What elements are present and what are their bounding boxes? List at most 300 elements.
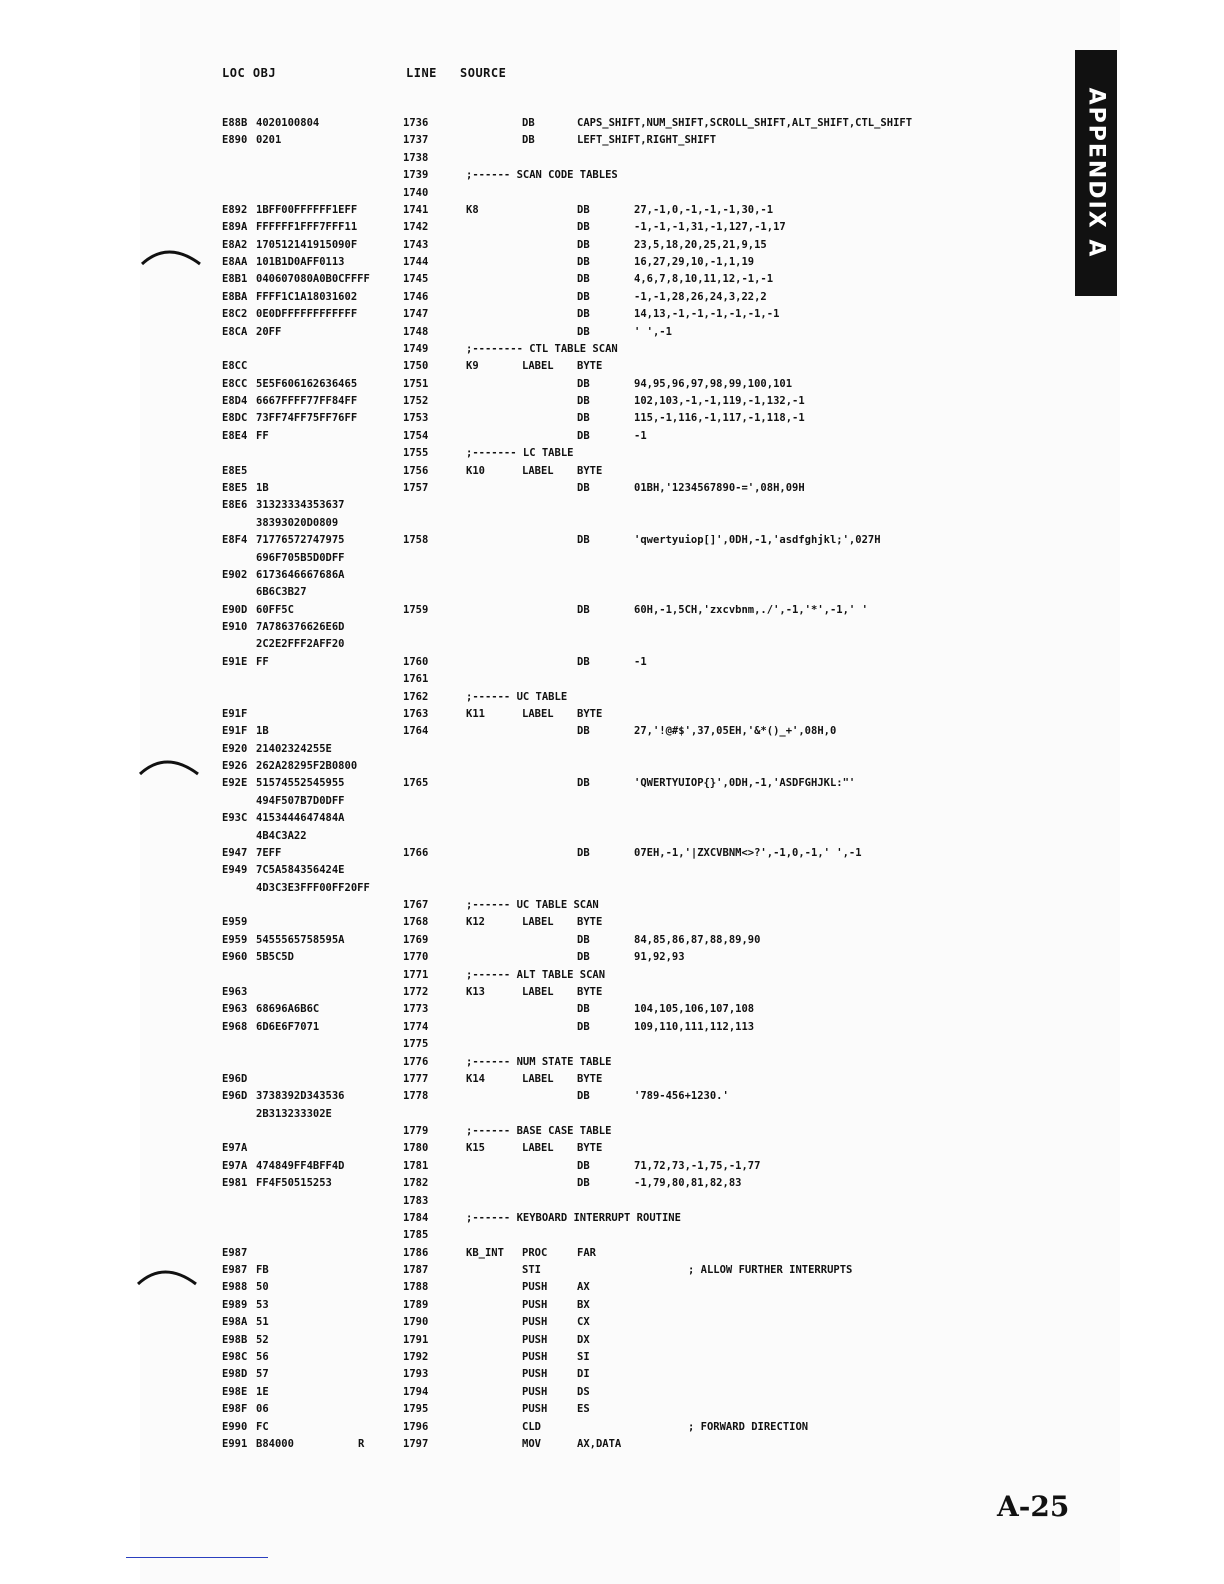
object-code: 56 bbox=[256, 1350, 269, 1363]
loc-address: E910 bbox=[222, 621, 248, 634]
listing-row bbox=[0, 326, 1224, 343]
source-operand: CAPS_SHIFT,NUM_SHIFT,SCROLL_SHIFT,ALT_SHIFT,CTL_SHIFT bbox=[577, 117, 913, 129]
loc-address: E8E4 bbox=[222, 429, 248, 442]
source-values: 91,92,93 bbox=[634, 951, 685, 964]
source-operand: AX,DATA bbox=[577, 1437, 622, 1450]
object-code: 3738392D343536 bbox=[256, 1090, 345, 1103]
listing-row bbox=[0, 777, 1224, 794]
line-number: 1797 bbox=[403, 1437, 429, 1450]
loc-address: E8A2 bbox=[222, 238, 248, 251]
listing-row bbox=[0, 1195, 1224, 1212]
source-operand: ES bbox=[577, 1403, 590, 1416]
listing-row bbox=[0, 604, 1224, 621]
line-number: 1794 bbox=[403, 1385, 429, 1398]
source-values: 'qwertyuiop[]',0DH,-1,'asdfghjkl;',027H bbox=[634, 534, 881, 547]
loc-address: E988 bbox=[222, 1281, 248, 1294]
object-code: 31323334353637 bbox=[256, 499, 345, 512]
source-operand: DB bbox=[577, 256, 590, 269]
source-operand: DB bbox=[577, 429, 590, 442]
line-number: 1762 bbox=[403, 690, 429, 703]
loc-address: E8D4 bbox=[222, 395, 248, 408]
source-operand: DB bbox=[577, 1177, 590, 1190]
source-operand: DB bbox=[577, 395, 590, 408]
source-operand: DB bbox=[577, 534, 590, 547]
listing-row bbox=[0, 517, 1224, 534]
loc-address: E959 bbox=[222, 916, 248, 929]
source-label: K8 bbox=[466, 203, 479, 216]
source-operand: BYTE bbox=[577, 916, 603, 929]
line-number: 1768 bbox=[403, 916, 429, 929]
object-code: 38393020D0809 bbox=[256, 516, 339, 529]
source-values: -1,-1,-1,31,-1,127,-1,17 bbox=[634, 221, 786, 234]
source-label: K9 bbox=[466, 360, 479, 373]
source-operand: DB bbox=[577, 377, 590, 390]
source-values: 07EH,-1,'|ZXCVBNM<>?',-1,0,-1,' ',-1 bbox=[634, 846, 862, 859]
listing-row bbox=[0, 1334, 1224, 1351]
source-label: ;------ UC TABLE SCAN bbox=[466, 899, 599, 912]
listing-row bbox=[0, 882, 1224, 899]
loc-address: E8C2 bbox=[222, 308, 248, 321]
loc-address: E98E bbox=[222, 1385, 248, 1398]
loc-address: E98A bbox=[222, 1316, 248, 1329]
line-number: 1754 bbox=[403, 429, 429, 442]
source-operand: DB bbox=[577, 951, 590, 964]
source-mnemonic: PUSH bbox=[522, 1350, 548, 1363]
line-number: 1789 bbox=[403, 1298, 429, 1311]
object-code: 57 bbox=[256, 1368, 269, 1381]
object-code: 51 bbox=[256, 1316, 269, 1329]
header-loc-obj: LOC OBJ bbox=[222, 66, 277, 80]
listing-row bbox=[0, 1247, 1224, 1264]
loc-address: E8CC bbox=[222, 377, 248, 390]
source-label: ;------ BASE CASE TABLE bbox=[466, 1125, 612, 1138]
source-values: 115,-1,116,-1,117,-1,118,-1 bbox=[634, 412, 805, 425]
line-number: 1756 bbox=[403, 464, 429, 477]
line-number: 1774 bbox=[403, 1020, 429, 1033]
source-values: 23,5,18,20,25,21,9,15 bbox=[634, 238, 767, 251]
listing-row bbox=[0, 1038, 1224, 1055]
listing-row bbox=[0, 708, 1224, 725]
line-number: 1788 bbox=[403, 1281, 429, 1294]
object-code: 1E bbox=[256, 1385, 269, 1398]
source-operand: BYTE bbox=[577, 360, 603, 373]
object-code: 20FF bbox=[256, 325, 282, 338]
object-code: FFFFFF1FFF7FFF11 bbox=[256, 221, 358, 234]
loc-address: E968 bbox=[222, 1020, 248, 1033]
line-number: 1766 bbox=[403, 846, 429, 859]
loc-address: E892 bbox=[222, 203, 248, 216]
source-operand: BYTE bbox=[577, 986, 603, 998]
source-operand: DB bbox=[577, 933, 590, 946]
listing-row bbox=[0, 1421, 1224, 1438]
listing-row bbox=[0, 1368, 1224, 1385]
object-code: 6D6E6F7071 bbox=[256, 1020, 320, 1033]
listing-row bbox=[0, 725, 1224, 742]
object-code: 6B6C3B27 bbox=[256, 586, 307, 599]
listing-row bbox=[0, 134, 1224, 151]
listing-row bbox=[0, 1142, 1224, 1159]
line-number: 1749 bbox=[403, 342, 429, 355]
object-code: B84000 bbox=[256, 1437, 294, 1450]
source-values: -1 bbox=[634, 429, 647, 442]
loc-address: E8AA bbox=[222, 256, 248, 269]
loc-address: E959 bbox=[222, 933, 248, 946]
page-number: A-25 bbox=[997, 1490, 1070, 1523]
object-code: 7EFF bbox=[256, 846, 282, 859]
listing-row bbox=[0, 1403, 1224, 1420]
source-mnemonic: MOV bbox=[522, 1437, 541, 1450]
listing-row bbox=[0, 169, 1224, 186]
source-label: ;------ UC TABLE bbox=[466, 690, 568, 703]
loc-address: E989 bbox=[222, 1298, 248, 1311]
line-number: 1782 bbox=[403, 1177, 429, 1190]
source-operand: BYTE bbox=[577, 1142, 603, 1155]
listing-row bbox=[0, 638, 1224, 655]
source-mnemonic: CLD bbox=[522, 1420, 541, 1433]
loc-address: E963 bbox=[222, 986, 248, 998]
source-operand: DB bbox=[577, 1003, 590, 1016]
loc-address: E981 bbox=[222, 1177, 248, 1190]
source-operand: DB bbox=[577, 725, 590, 738]
listing-row bbox=[0, 430, 1224, 447]
loc-address: E947 bbox=[222, 846, 248, 859]
source-operand: DB bbox=[577, 308, 590, 321]
source-operand: DB bbox=[577, 1020, 590, 1033]
listing-row bbox=[0, 1299, 1224, 1316]
line-number: 1741 bbox=[403, 203, 429, 216]
listing-row bbox=[0, 1160, 1224, 1177]
line-number: 1771 bbox=[403, 968, 429, 981]
loc-address: E8E6 bbox=[222, 499, 248, 512]
listing-row bbox=[0, 691, 1224, 708]
object-code: 4D3C3E3FFF00FF20FF bbox=[256, 881, 370, 894]
source-mnemonic: STI bbox=[522, 1264, 541, 1277]
listing-row bbox=[0, 847, 1224, 864]
listing-row bbox=[0, 360, 1224, 377]
loc-address: E97A bbox=[222, 1159, 248, 1172]
loc-address: E8E5 bbox=[222, 464, 248, 477]
object-code: 2C2E2FFF2AFF20 bbox=[256, 638, 345, 651]
listing-row bbox=[0, 1264, 1224, 1281]
line-number: 1750 bbox=[403, 360, 429, 373]
source-values: 84,85,86,87,88,89,90 bbox=[634, 933, 761, 946]
source-label: K11 bbox=[466, 707, 485, 720]
listing-row bbox=[0, 534, 1224, 551]
line-number: 1776 bbox=[403, 1055, 429, 1068]
source-operand: DB bbox=[577, 203, 590, 216]
loc-address: E8CA bbox=[222, 325, 248, 338]
source-comment: ; ALLOW FURTHER INTERRUPTS bbox=[688, 1264, 853, 1277]
listing-row bbox=[0, 586, 1224, 603]
loc-address: E91E bbox=[222, 655, 248, 668]
listing-row bbox=[0, 1090, 1224, 1107]
listing-row bbox=[0, 1073, 1224, 1090]
line-number: 1792 bbox=[403, 1350, 429, 1363]
source-operand: DB bbox=[577, 221, 590, 234]
source-operand: DI bbox=[577, 1368, 590, 1381]
listing-row bbox=[0, 760, 1224, 777]
source-mnemonic: PUSH bbox=[522, 1385, 548, 1398]
object-code: 1BFF00FFFFFF1EFF bbox=[256, 203, 358, 216]
line-number: 1787 bbox=[403, 1264, 429, 1277]
header-source: SOURCE bbox=[460, 66, 507, 80]
object-code: 0E0DFFFFFFFFFFFF bbox=[256, 308, 358, 321]
source-values: 71,72,73,-1,75,-1,77 bbox=[634, 1159, 761, 1172]
source-mnemonic: DB bbox=[522, 117, 535, 129]
source-values: 14,13,-1,-1,-1,-1,-1,-1 bbox=[634, 308, 780, 321]
source-label: ;------ ALT TABLE SCAN bbox=[466, 968, 606, 981]
line-number: 1746 bbox=[403, 290, 429, 303]
loc-address: E8B1 bbox=[222, 273, 248, 286]
line-number: 1777 bbox=[403, 1072, 429, 1085]
line-number: 1786 bbox=[403, 1246, 429, 1259]
object-code: 5E5F606162636465 bbox=[256, 377, 358, 390]
object-code: 2B313233302E bbox=[256, 1107, 332, 1120]
line-number: 1752 bbox=[403, 395, 429, 408]
object-code: 5455565758595A bbox=[256, 933, 345, 946]
source-values: 16,27,29,10,-1,1,19 bbox=[634, 256, 755, 269]
footer-rule bbox=[126, 1557, 268, 1558]
source-label: ;------ KEYBOARD INTERRUPT ROUTINE bbox=[466, 1211, 681, 1224]
object-code: FF4F50515253 bbox=[256, 1177, 332, 1190]
line-number: 1757 bbox=[403, 481, 429, 494]
loc-address: E926 bbox=[222, 760, 248, 773]
source-label: K10 bbox=[466, 464, 485, 477]
source-label: K12 bbox=[466, 916, 485, 929]
loc-address: E8E5 bbox=[222, 481, 248, 494]
line-number: 1751 bbox=[403, 377, 429, 390]
source-operand: BYTE bbox=[577, 707, 603, 720]
source-operand: FAR bbox=[577, 1246, 596, 1259]
source-operand: DB bbox=[577, 273, 590, 286]
listing-row bbox=[0, 1003, 1224, 1020]
listing-row bbox=[0, 1177, 1224, 1194]
object-code: 06 bbox=[256, 1403, 269, 1416]
line-number: 1791 bbox=[403, 1333, 429, 1346]
listing-row bbox=[0, 117, 1224, 134]
source-values: 4,6,7,8,10,11,12,-1,-1 bbox=[634, 273, 774, 286]
loc-address: E88B bbox=[222, 117, 248, 129]
source-operand: AX bbox=[577, 1281, 590, 1294]
source-label: ;------- LC TABLE bbox=[466, 447, 574, 460]
object-code: 262A28295F2B0800 bbox=[256, 760, 358, 773]
line-number: 1763 bbox=[403, 707, 429, 720]
loc-address: E8BA bbox=[222, 290, 248, 303]
listing-row bbox=[0, 795, 1224, 812]
line-number: 1773 bbox=[403, 1003, 429, 1016]
line-number: 1760 bbox=[403, 655, 429, 668]
listing-row bbox=[0, 552, 1224, 569]
listing-row bbox=[0, 482, 1224, 499]
object-code: 4020100804 bbox=[256, 117, 320, 129]
object-code: 6173646667686A bbox=[256, 568, 345, 581]
listing-row bbox=[0, 934, 1224, 951]
source-values: '789-456+1230.' bbox=[634, 1090, 729, 1103]
line-number: 1748 bbox=[403, 325, 429, 338]
source-mnemonic: PUSH bbox=[522, 1298, 548, 1311]
source-mnemonic: LABEL bbox=[522, 464, 554, 477]
source-mnemonic: PUSH bbox=[522, 1316, 548, 1329]
source-operand: CX bbox=[577, 1316, 590, 1329]
object-code: 73FF74FF75FF76FF bbox=[256, 412, 358, 425]
source-operand: DB bbox=[577, 655, 590, 668]
loc-address: E991 bbox=[222, 1437, 248, 1450]
loc-address: E920 bbox=[222, 742, 248, 755]
object-code: FF bbox=[256, 429, 269, 442]
line-number: 1753 bbox=[403, 412, 429, 425]
listing-row bbox=[0, 465, 1224, 482]
source-mnemonic: LABEL bbox=[522, 916, 554, 929]
listing-row bbox=[0, 343, 1224, 360]
source-operand: DB bbox=[577, 1159, 590, 1172]
source-values: 102,103,-1,-1,119,-1,132,-1 bbox=[634, 395, 805, 408]
source-operand: DB bbox=[577, 290, 590, 303]
object-code: 696F705B5D0DFF bbox=[256, 551, 345, 564]
loc-address: E91F bbox=[222, 725, 248, 738]
source-operand: BYTE bbox=[577, 464, 603, 477]
line-number: 1738 bbox=[403, 151, 429, 164]
line-number: 1796 bbox=[403, 1420, 429, 1433]
object-code: 21402324255E bbox=[256, 742, 332, 755]
object-code: 71776572747975 bbox=[256, 534, 345, 547]
source-operand: DB bbox=[577, 481, 590, 494]
source-mnemonic: LABEL bbox=[522, 707, 554, 720]
listing-row bbox=[0, 1438, 1224, 1455]
listing-row bbox=[0, 951, 1224, 968]
listing-row bbox=[0, 221, 1224, 238]
loc-address: E960 bbox=[222, 951, 248, 964]
object-code: 7A786376626E6D bbox=[256, 621, 345, 634]
listing-row bbox=[0, 1056, 1224, 1073]
source-mnemonic: PUSH bbox=[522, 1333, 548, 1346]
object-code: 60FF5C bbox=[256, 603, 294, 616]
listing-row bbox=[0, 743, 1224, 760]
listing-row bbox=[0, 273, 1224, 290]
listing-row bbox=[0, 830, 1224, 847]
line-number: 1769 bbox=[403, 933, 429, 946]
object-code: 474849FF4BFF4D bbox=[256, 1159, 345, 1172]
loc-address: E987 bbox=[222, 1264, 248, 1277]
loc-address: E89A bbox=[222, 221, 248, 234]
listing-row bbox=[0, 239, 1224, 256]
object-code: 53 bbox=[256, 1298, 269, 1311]
line-number: 1767 bbox=[403, 899, 429, 912]
object-code: FF bbox=[256, 655, 269, 668]
source-values: 27,-1,0,-1,-1,-1,30,-1 bbox=[634, 203, 774, 216]
line-number: 1736 bbox=[403, 117, 429, 129]
listing-row bbox=[0, 812, 1224, 829]
line-number: 1795 bbox=[403, 1403, 429, 1416]
line-number: 1772 bbox=[403, 986, 429, 998]
object-code: 494F507B7D0DFF bbox=[256, 794, 345, 807]
object-code: 4B4C3A22 bbox=[256, 829, 307, 842]
line-number: 1764 bbox=[403, 725, 429, 738]
listing-row bbox=[0, 986, 1224, 1003]
relocation-flag: R bbox=[358, 1437, 365, 1450]
listing-row bbox=[0, 916, 1224, 933]
source-mnemonic: PUSH bbox=[522, 1403, 548, 1416]
loc-address: E96D bbox=[222, 1090, 248, 1103]
source-operand: DB bbox=[577, 1090, 590, 1103]
loc-address: E990 bbox=[222, 1420, 248, 1433]
source-mnemonic: PUSH bbox=[522, 1368, 548, 1381]
source-values: 109,110,111,112,113 bbox=[634, 1020, 755, 1033]
source-operand: DB bbox=[577, 238, 590, 251]
loc-address: E902 bbox=[222, 568, 248, 581]
loc-address: E98C bbox=[222, 1350, 248, 1363]
loc-address: E98B bbox=[222, 1333, 248, 1346]
source-operand: DX bbox=[577, 1333, 590, 1346]
line-number: 1793 bbox=[403, 1368, 429, 1381]
loc-address: E949 bbox=[222, 864, 248, 877]
listing-row bbox=[0, 1281, 1224, 1298]
source-mnemonic: DB bbox=[522, 134, 535, 147]
listing-row bbox=[0, 969, 1224, 986]
loc-address: E987 bbox=[222, 1246, 248, 1259]
listing-row bbox=[0, 1021, 1224, 1038]
loc-address: E98F bbox=[222, 1403, 248, 1416]
listing-row bbox=[0, 569, 1224, 586]
source-values: 60H,-1,5CH,'zxcvbnm,./',-1,'*',-1,' ' bbox=[634, 603, 868, 616]
line-number: 1742 bbox=[403, 221, 429, 234]
appendix-tab-label: APPENDIX A bbox=[1083, 87, 1109, 259]
listing-row bbox=[0, 899, 1224, 916]
listing-row bbox=[0, 395, 1224, 412]
source-label: ;------ NUM STATE TABLE bbox=[466, 1055, 612, 1068]
object-code: 0201 bbox=[256, 134, 282, 147]
line-number: 1765 bbox=[403, 777, 429, 790]
source-mnemonic: PUSH bbox=[522, 1281, 548, 1294]
line-number: 1779 bbox=[403, 1125, 429, 1138]
source-operand: DB bbox=[577, 603, 590, 616]
listing-row bbox=[0, 308, 1224, 325]
loc-address: E8DC bbox=[222, 412, 248, 425]
source-values: 01BH,'1234567890-=',08H,09H bbox=[634, 481, 805, 494]
listing-row bbox=[0, 152, 1224, 169]
object-code: 50 bbox=[256, 1281, 269, 1294]
source-label: K13 bbox=[466, 986, 485, 998]
object-code: 6667FFFF77FF84FF bbox=[256, 395, 358, 408]
source-mnemonic: LABEL bbox=[522, 1072, 554, 1085]
listing-row bbox=[0, 864, 1224, 881]
source-operand: DB bbox=[577, 846, 590, 859]
source-operand: SI bbox=[577, 1350, 590, 1363]
object-code: FB bbox=[256, 1264, 269, 1277]
source-operand: DB bbox=[577, 325, 590, 338]
source-values: -1,79,80,81,82,83 bbox=[634, 1177, 742, 1190]
line-number: 1759 bbox=[403, 603, 429, 616]
source-label: K15 bbox=[466, 1142, 485, 1155]
line-number: 1739 bbox=[403, 169, 429, 182]
line-number: 1783 bbox=[403, 1194, 429, 1207]
object-code: 101B1D0AFF0113 bbox=[256, 256, 345, 269]
listing-row bbox=[0, 1229, 1224, 1246]
listing-row bbox=[0, 656, 1224, 673]
object-code: 52 bbox=[256, 1333, 269, 1346]
line-number: 1781 bbox=[403, 1159, 429, 1172]
listing-row bbox=[0, 673, 1224, 690]
source-values: 104,105,106,107,108 bbox=[634, 1003, 755, 1016]
object-code: 5B5C5D bbox=[256, 951, 294, 964]
line-number: 1784 bbox=[403, 1211, 429, 1224]
line-number: 1770 bbox=[403, 951, 429, 964]
listing-row bbox=[0, 204, 1224, 221]
object-code: 170512141915090F bbox=[256, 238, 358, 251]
source-mnemonic: LABEL bbox=[522, 1142, 554, 1155]
listing-row bbox=[0, 621, 1224, 638]
header-line: LINE bbox=[406, 66, 437, 80]
listing-row bbox=[0, 187, 1224, 204]
